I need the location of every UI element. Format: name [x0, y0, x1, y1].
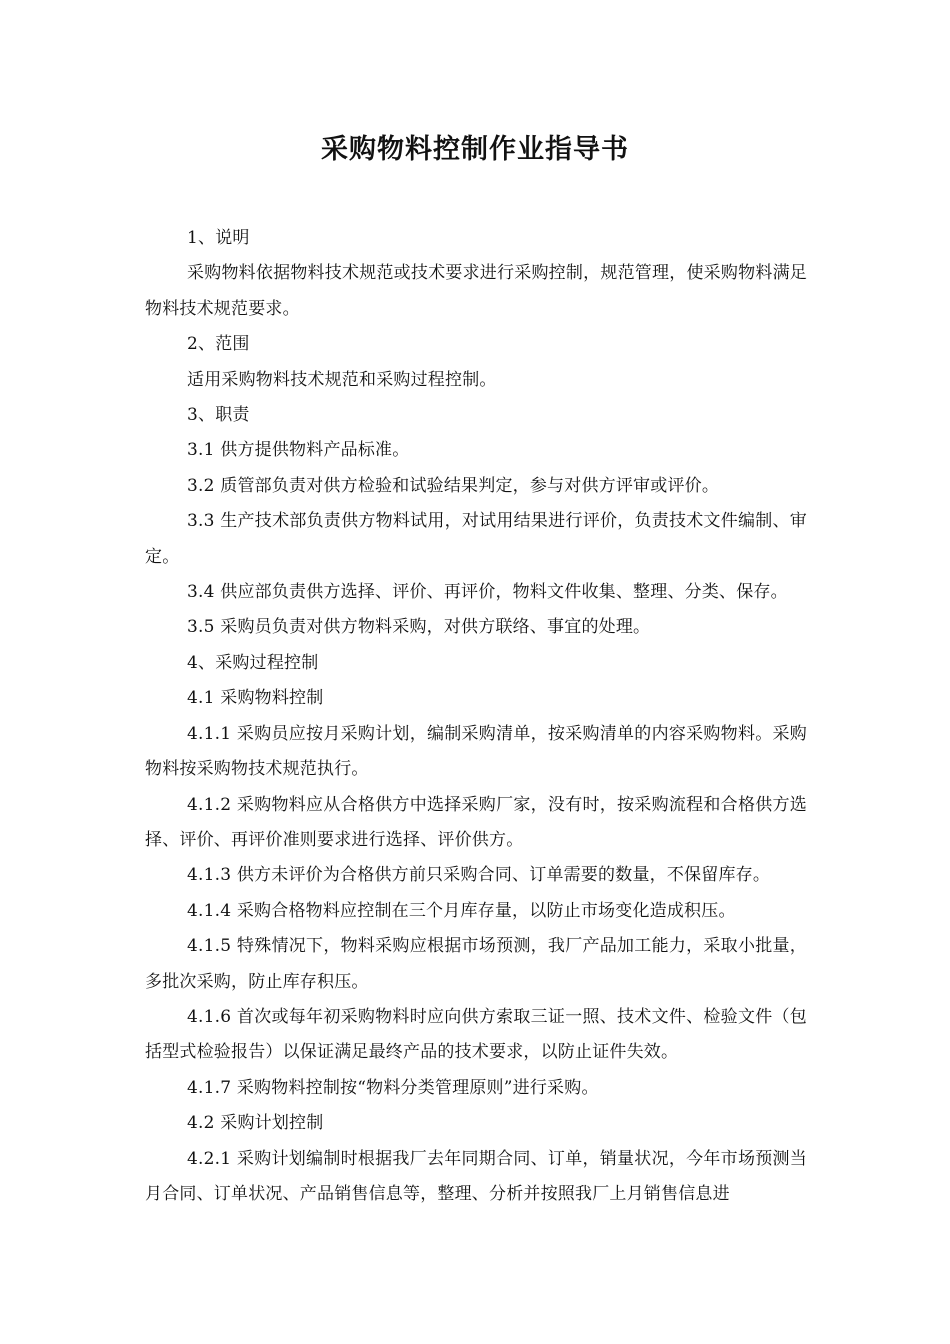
paragraph-subheading: 4.1 采购物料控制 — [187, 688, 324, 709]
paragraph: 4.1.2 采购物料应从合格供方中选择采购厂家，没有时，按采购流程和合格供方选择、评价、再评价准则要求进行选择、评价供方。 — [145, 794, 807, 850]
paragraph: 适用采购物料技术规范和采购过程控制。 — [187, 369, 497, 390]
paragraph-heading-3: 3、职责 — [187, 405, 250, 426]
paragraph: 3.1 供方提供物料产品标准。 — [187, 440, 410, 461]
paragraph-heading-1: 1、说明 — [187, 228, 250, 248]
paragraph: 4.1.7 采购物料控制按“物料分类管理原则”进行采购。 — [187, 1077, 599, 1098]
paragraph: 3.3 生产技术部负责供方物料试用，对试用结果进行评价，负责技术文件编制、审定。 — [145, 511, 807, 567]
paragraph: 4.1.3 供方未评价为合格供方前只采购合同、订单需要的数量，不保留库存。 — [187, 865, 771, 886]
document-title: 采购物料控制作业指导书 — [321, 134, 629, 165]
paragraph: 4.1.1 采购员应按月采购计划，编制采购清单，按采购清单的内容采购物料。采购物料按采购物技术规范执行。 — [145, 723, 807, 780]
paragraph: 3.5 采购员负责对供方物料采购，对供方联络、事宜的处理。 — [187, 617, 651, 638]
paragraph: 4.1.5 特殊情况下，物料采购应根据市场预测，我厂产品加工能力，采取小批量，多批次采购，防止库存积压。 — [145, 936, 807, 992]
paragraph: 4.1.4 采购合格物料应控制在三个月库存量，以防止市场变化造成积压。 — [187, 900, 736, 921]
paragraph-heading-4: 4、采购过程控制 — [187, 652, 319, 673]
paragraph-subheading: 4.2 采购计划控制 — [187, 1113, 324, 1134]
paragraph: 采购物料依据物料技术规范或技术要求进行采购控制，规范管理，使采购物料满足物料技术规范要求。 — [145, 263, 807, 319]
paragraph: 4.1.6 首次或每年初采购物料时应向供方索取三证一照、技术文件、检验文件（包括型式检验报告）以保证满足最终产品的技术要求，以防止证件失效。 — [145, 1006, 807, 1063]
paragraph: 4.2.1 采购计划编制时根据我厂去年同期合同、订单，销量状况，今年市场预测当月合同、订单状况、产品销售信息等，整理、分析并按照我厂上月销售信息进 — [145, 1148, 807, 1204]
paragraph: 3.4 供应部负责供方选择、评价、再评价，物料文件收集、整理、分类、保存。 — [187, 582, 788, 603]
paragraph-heading-2: 2、范围 — [187, 334, 250, 355]
paragraph: 3.2 质管部负责对供方检验和试验结果判定，参与对供方评审或评价。 — [187, 475, 720, 496]
document-body — [145, 221, 807, 1212]
